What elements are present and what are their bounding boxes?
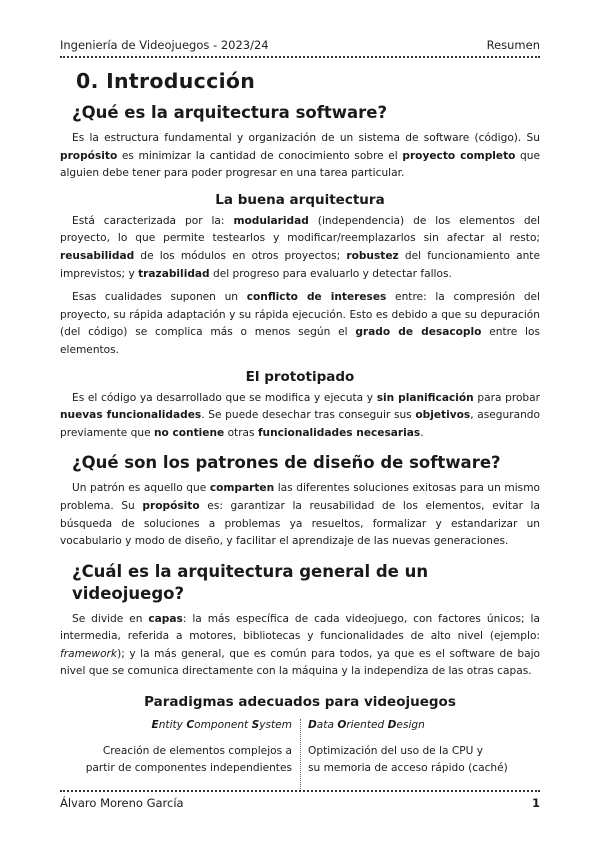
paragraph-buena-arquitectura-2: Esas cualidades suponen un conflicto de intereses entre: la compresión del proyecto, su rápida adaptación y su rápida ejecución. Esto es debido a que su depuración (del código) se complica más o menos según el grado de desacoplo entre los elementos. — [60, 291, 540, 356]
paragraph-buena-arquitectura-1: Está caracterizada por la: modularidad (independencia) de los elementos del proyecto, lo que permite testearlos y modificar/reemplazarlos sin afectar al resto; reusabilidad de los módulos en otros proyectos; robustez del funcionamiento ante imprevistos; y trazabilidad del progreso para evaluarlo y detectar fallos. — [60, 214, 540, 280]
footer-author: Álvaro Moreno García — [60, 796, 184, 810]
paradigm-ecs — [60, 717, 292, 778]
footer-rule — [60, 790, 540, 792]
paragraph-arquitectura-videojuego: Se divide en capas: la más específica de cada videojuego, con factores únicos; la intermedia, referida a motores, bibliotecas y funcionalidades de alto nivel (ejemplo: framework); y la más general, que es común para todos, ya que es el software de bajo nivel que se comunica directamente con la máquina y la independiza de las otras capas. — [60, 612, 540, 678]
header-section: Resumen — [486, 38, 540, 52]
header-rule — [60, 56, 540, 58]
paradigm-dod-title: Data Oriented Design — [308, 719, 425, 732]
paradigm-ecs-desc-line-1: Creación de elementos complejos a — [102, 744, 292, 757]
heading-prototipado: El prototipado — [245, 368, 355, 385]
running-header — [60, 38, 540, 54]
heading-arquitectura-software: ¿Qué es la arquitectura software? — [72, 103, 388, 122]
heading-paradigmas: Paradigmas adecuados para videojuegos — [144, 694, 456, 711]
paradigm-ecs-title: Entity Component System — [151, 719, 292, 732]
paradigms-divider — [300, 719, 301, 791]
header-course: Ingeniería de Videojuegos - 2023/24 — [60, 38, 269, 52]
paradigm-dod-desc-line-1: Optimización del uso de la CPU y — [308, 744, 484, 757]
paradigm-ecs-desc-line-2: partir de componentes independientes — [85, 762, 292, 775]
paragraph-prototipado: Es el código ya desarrollado que se modifica y ejecuta y sin planificación para probar nuevas funcionalidades. Se puede desechar tras conseguir sus objetivos, asegurando previamente que no contiene otras funcionalidades necesarias. — [60, 391, 540, 439]
paradigm-dod — [308, 717, 540, 778]
paragraph-patrones-diseno: Un patrón es aquello que comparten las diferentes soluciones exitosas para un mismo problema. Su propósito es: garantizar la reusabilidad de los elementos, evitar la búsqueda de soluciones a problemas ya resueltos, formalizar y estandarizar un vocabulario y modo de diseño, y facilitar el aprendizaje de las nuevas generaciones. — [60, 482, 540, 548]
heading-patrones-diseno: ¿Qué son los patrones de diseño de software? — [72, 453, 501, 473]
heading-buena-arquitectura: La buena arquitectura — [215, 191, 385, 208]
paradigm-dod-desc-line-2: su memoria de acceso rápido (caché) — [308, 762, 508, 775]
page-number: 1 — [531, 796, 540, 810]
main-content — [60, 64, 540, 793]
paragraph-arquitectura-software: Es la estructura fundamental y organización de un sistema de software (código). Su propósito es minimizar la cantidad de conocimiento sobre el proyecto completo que alguien debe tener para poder progresar en una tarea particular. — [60, 132, 541, 180]
paradigms-table — [60, 717, 540, 793]
heading-arquitectura-videojuego: ¿Cuál es la arquitectura general de un videojuego? — [72, 561, 429, 603]
chapter-title: 0. Introducción — [76, 69, 256, 93]
